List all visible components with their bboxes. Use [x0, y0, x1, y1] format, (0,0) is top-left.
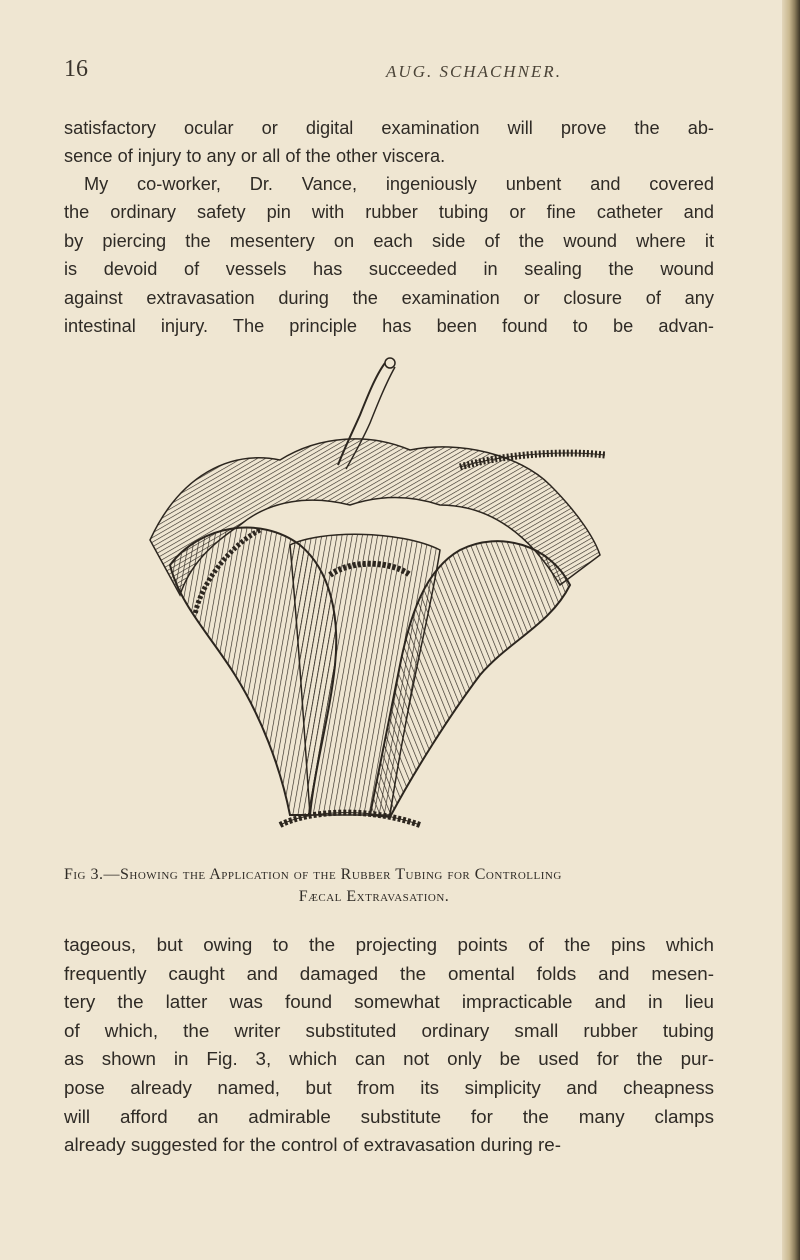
caption-line: Fig 3.—Showing the Application of the Rubber Tubing for Controlling [64, 866, 562, 883]
figure-caption [64, 866, 724, 906]
paragraph-1 [64, 114, 714, 171]
text-line: as shown in Fig. 3, which can not only be used for the pur- [64, 1048, 714, 1070]
text-line: will afford an admirable substitute for the many clamps [64, 1105, 714, 1127]
page-header [64, 56, 754, 86]
caption-line: Fæcal Extravasation. [298, 888, 450, 905]
text-line: intestinal injury. The principle has been found to be advan- [64, 315, 714, 336]
text-line: tery the latter was found somewhat impracticable and in lieu [64, 991, 714, 1013]
text-line: satisfactory ocular or digital examination will prove the ab- [64, 118, 714, 138]
text-line: already suggested for the control of extravasation during re- [64, 1134, 561, 1156]
text-line: of which, the writer substituted ordinary small rubber tubing [64, 1019, 714, 1041]
figure-3-illustration [140, 355, 620, 850]
page-edge [782, 0, 800, 1260]
text-line: sence of injury to any or all of the other viscera. [64, 146, 446, 167]
text-line: by piercing the mesentery on each side of the wound where it [64, 230, 714, 251]
text-line: My co-worker, Dr. Vance, ingeniously unbent and covered [84, 174, 714, 194]
text-line: against extravasation during the examination or closure of any [64, 287, 714, 308]
text-line: tageous, but owing to the projecting points of the pins which [64, 934, 714, 955]
page-number: 16 [64, 56, 88, 82]
running-head: AUG. SCHACHNER. [386, 62, 562, 81]
text-line: frequently caught and damaged the omental folds and mesen- [64, 962, 714, 984]
intestine-illustration [140, 355, 620, 850]
text-line: is devoid of vessels has succeeded in sealing the wound [64, 259, 714, 280]
text-line: the ordinary safety pin with rubber tubing or fine catheter and [64, 202, 714, 223]
paragraph-3 [64, 931, 714, 1160]
paragraph-2 [64, 170, 714, 340]
text-line: pose already named, but from its simplicity and cheapness [64, 1076, 714, 1098]
